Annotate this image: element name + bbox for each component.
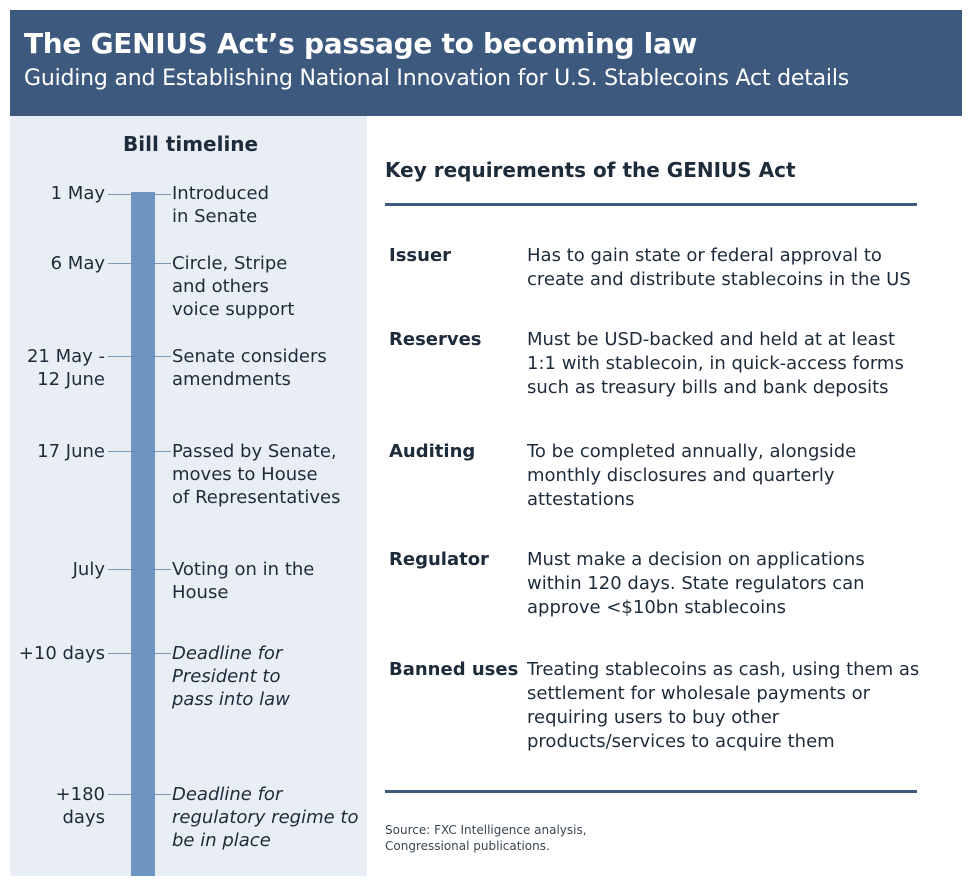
requirement-text: Must be USD-backed and held at at least 1:1 with stablecoin, in quick-access forms such as treasury bills and bank deposits — [527, 329, 904, 398]
timeline-tick — [108, 794, 131, 795]
timeline-event: Deadline for regulatory regime to be in place — [172, 784, 359, 851]
requirement-label: Reserves — [389, 329, 482, 350]
timeline-date: +10 days — [18, 643, 105, 664]
timeline-tick — [155, 356, 171, 357]
page-subtitle: Guiding and Establishing National Innovation for U.S. Stablecoins Act details — [24, 66, 849, 91]
timeline-tick — [155, 194, 171, 195]
timeline-date: July — [72, 559, 105, 580]
timeline-tick — [155, 451, 171, 452]
requirement-label: Auditing — [389, 441, 476, 462]
timeline-date: 1 May — [50, 183, 105, 204]
timeline-event: Senate considers amendments — [172, 346, 327, 390]
timeline-event: Voting on in the House — [172, 559, 315, 603]
requirement-text: To be completed annually, alongside monthly disclosures and quarterly attestations — [527, 441, 857, 510]
timeline-date: 21 May - 12 June — [26, 346, 105, 390]
source-note: Source: FXC Intelligence analysis, Congressional publications. — [385, 823, 587, 853]
timeline-date: +180 days — [55, 784, 105, 828]
timeline-event: Circle, Stripe and others voice support — [172, 253, 295, 320]
timeline-heading: Bill timeline — [123, 132, 259, 156]
timeline-tick — [108, 356, 131, 357]
timeline-event: Passed by Senate, moves to House of Representatives — [172, 441, 341, 508]
timeline-bar — [131, 192, 155, 876]
requirements-heading: Key requirements of the GENIUS Act — [385, 158, 796, 182]
timeline-tick — [155, 653, 171, 654]
requirement-label: Issuer — [389, 245, 452, 266]
timeline-tick — [155, 263, 171, 264]
requirements-panel — [367, 116, 962, 876]
timeline-tick — [108, 263, 131, 264]
bottom-divider — [385, 790, 917, 793]
timeline-event: Introduced in Senate — [172, 183, 270, 227]
requirement-text: Has to gain state or federal approval to create and distribute stablecoins in the US — [527, 245, 911, 290]
timeline-tick — [155, 794, 171, 795]
timeline-tick — [155, 569, 171, 570]
timeline-date: 17 June — [37, 441, 105, 462]
timeline-tick — [108, 653, 131, 654]
timeline-panel — [10, 116, 367, 876]
requirement-text: Must make a decision on applications within 120 days. State regulators can approve <$10bn stablecoins — [527, 549, 865, 618]
top-divider — [385, 203, 917, 206]
requirement-label: Banned uses — [389, 659, 519, 680]
timeline-tick — [108, 569, 131, 570]
timeline-tick — [108, 451, 131, 452]
timeline-tick — [108, 194, 131, 195]
page-title: The GENIUS Act’s passage to becoming law — [24, 27, 698, 60]
requirement-text: Treating stablecoins as cash, using them as settlement for wholesale payments or requiring users to buy other products/services to acquire them — [527, 659, 920, 752]
timeline-date: 6 May — [50, 253, 105, 274]
requirement-label: Regulator — [389, 549, 489, 570]
timeline-event: Deadline for President to pass into law — [172, 643, 290, 710]
header-banner — [10, 10, 962, 116]
